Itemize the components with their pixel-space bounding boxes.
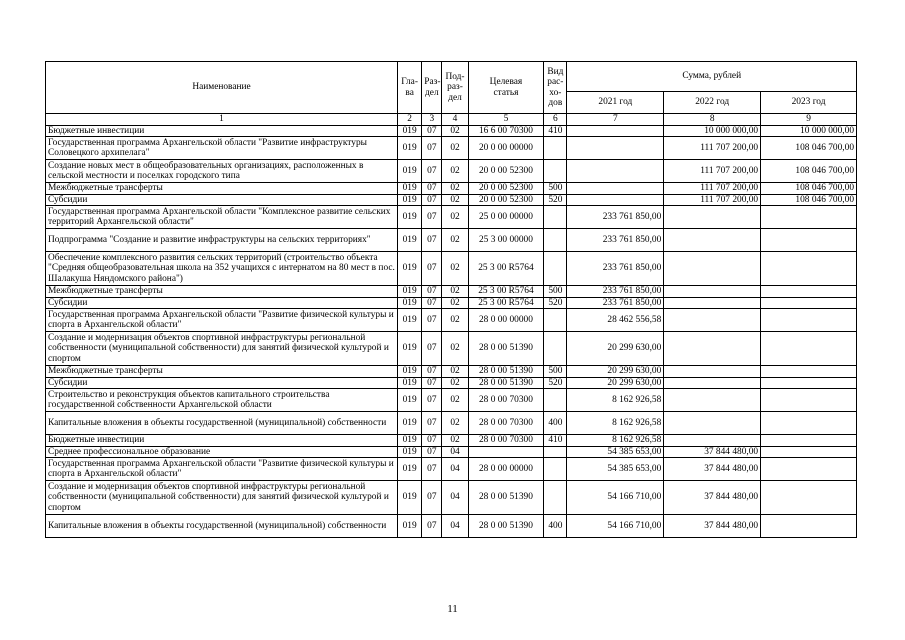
row-sum-2021: 233 761 850,00 [567,286,664,298]
row-glava: 019 [398,446,422,458]
row-vid [544,252,567,286]
row-sum-2023 [761,446,857,458]
row-sum-2021: 28 462 556,58 [567,309,664,332]
row-podrazdel: 02 [442,332,468,366]
row-glava: 019 [398,377,422,389]
table-row [46,309,857,332]
row-razdel: 07 [422,137,442,160]
row-sum-2023 [761,297,857,309]
column-index-cell: 8 [664,114,761,126]
table-row [46,229,857,252]
column-index-row [46,114,857,126]
row-sum-2022: 37 844 480,00 [664,515,761,538]
row-glava: 019 [398,137,422,160]
row-sum-2022 [664,389,761,412]
row-target: 25 3 00 R5764 [468,297,544,309]
row-sum-2022 [664,252,761,286]
row-target: 20 0 00 52300 [468,194,544,206]
row-target: 28 0 00 51390 [468,481,544,515]
row-sum-2023 [761,309,857,332]
header-name: Наименование [46,62,398,114]
header-razdel: Раз- дел [422,62,442,114]
row-name: Государственная программа Архангельской области "Комплексное развитие сельских территорий Архангельской области" [46,206,398,229]
row-razdel: 07 [422,194,442,206]
row-podrazdel: 02 [442,160,468,183]
row-target [468,446,544,458]
row-name: Государственная программа Архангельской области "Развитие физической культуры и спорта в Архангельской области" [46,458,398,481]
row-sum-2023 [761,515,857,538]
row-glava: 019 [398,515,422,538]
row-podrazdel: 04 [442,515,468,538]
row-sum-2021: 20 299 630,00 [567,377,664,389]
row-podrazdel: 02 [442,229,468,252]
row-glava: 019 [398,332,422,366]
row-sum-2022: 10 000 000,00 [664,125,761,137]
row-podrazdel: 02 [442,389,468,412]
row-razdel: 07 [422,297,442,309]
row-sum-2022: 111 707 200,00 [664,137,761,160]
row-glava: 019 [398,366,422,378]
row-razdel: 07 [422,481,442,515]
page-number: 11 [447,603,458,615]
header-glava: Гла- ва [398,62,422,114]
row-sum-2022 [664,435,761,447]
row-sum-2022: 37 844 480,00 [664,458,761,481]
row-name: Бюджетные инвестиции [46,435,398,447]
table-row [46,297,857,309]
table-row [46,446,857,458]
row-sum-2021: 233 761 850,00 [567,229,664,252]
row-vid [544,332,567,366]
row-sum-2021: 8 162 926,58 [567,435,664,447]
column-index-cell: 6 [544,114,567,126]
row-vid: 520 [544,194,567,206]
row-sum-2023 [761,332,857,366]
row-name: Обеспечение комплексного развития сельских территорий (строительство объекта "Средняя общеобразовательная школа на 352 учащихся с интернатом на 80 мест в пос. Шалакуша Няндомского района") [46,252,398,286]
table-row [46,481,857,515]
row-sum-2022: 37 844 480,00 [664,446,761,458]
row-podrazdel: 04 [442,446,468,458]
table-row [46,160,857,183]
row-razdel: 07 [422,377,442,389]
row-vid [544,160,567,183]
row-sum-2022: 111 707 200,00 [664,194,761,206]
row-name: Среднее профессиональное образование [46,446,398,458]
row-razdel: 07 [422,125,442,137]
row-vid: 500 [544,366,567,378]
row-podrazdel: 02 [442,366,468,378]
row-name: Бюджетные инвестиции [46,125,398,137]
row-name: Государственная программа Архангельской области "Развитие инфраструктуры Соловецкого архипелага" [46,137,398,160]
row-glava: 019 [398,183,422,195]
row-vid: 400 [544,515,567,538]
row-glava: 019 [398,481,422,515]
row-sum-2021 [567,160,664,183]
table-row [46,206,857,229]
row-name: Субсидии [46,377,398,389]
row-name: Межбюджетные трансферты [46,183,398,195]
row-sum-2021: 233 761 850,00 [567,297,664,309]
row-name: Создание и модернизация объектов спортивной инфраструктуры региональной собственности (муниципальной собственности) для занятий физической культурой и спортом [46,332,398,366]
row-razdel: 07 [422,206,442,229]
header-2023: 2023 год [761,92,857,114]
row-vid [544,481,567,515]
row-sum-2023: 10 000 000,00 [761,125,857,137]
row-podrazdel: 02 [442,297,468,309]
row-sum-2021: 54 166 710,00 [567,481,664,515]
row-target: 28 0 00 00000 [468,309,544,332]
row-sum-2021: 20 299 630,00 [567,366,664,378]
row-glava: 019 [398,252,422,286]
row-sum-2023 [761,252,857,286]
row-name: Межбюджетные трансферты [46,286,398,298]
row-glava: 019 [398,412,422,435]
row-sum-2023 [761,286,857,298]
row-sum-2022: 111 707 200,00 [664,160,761,183]
row-sum-2023 [761,366,857,378]
column-index-cell: 2 [398,114,422,126]
row-sum-2022 [664,309,761,332]
row-sum-2022 [664,206,761,229]
row-sum-2023: 108 046 700,00 [761,160,857,183]
row-podrazdel: 04 [442,481,468,515]
header-vid: Вид рас- хо- дов [544,62,567,114]
row-sum-2021: 233 761 850,00 [567,252,664,286]
table-row [46,412,857,435]
row-vid [544,446,567,458]
row-sum-2021: 54 385 653,00 [567,458,664,481]
row-target: 28 0 00 70300 [468,412,544,435]
column-index-cell: 4 [442,114,468,126]
row-name: Капитальные вложения в объекты государственной (муниципальной) собственности [46,515,398,538]
table-row [46,366,857,378]
row-razdel: 07 [422,515,442,538]
row-podrazdel: 02 [442,412,468,435]
row-target: 25 3 00 R5764 [468,286,544,298]
row-sum-2022 [664,412,761,435]
row-vid: 500 [544,286,567,298]
row-razdel: 07 [422,332,442,366]
row-vid: 500 [544,183,567,195]
row-sum-2022: 111 707 200,00 [664,183,761,195]
table-row [46,435,857,447]
row-razdel: 07 [422,183,442,195]
table-row [46,183,857,195]
column-index-cell: 1 [46,114,398,126]
table-row [46,125,857,137]
row-razdel: 07 [422,458,442,481]
row-name: Создание и модернизация объектов спортивной инфраструктуры региональной собственности (муниципальной собственности) для занятий физической культурой и спортом [46,481,398,515]
row-vid: 400 [544,412,567,435]
row-glava: 019 [398,297,422,309]
row-glava: 019 [398,309,422,332]
row-vid [544,389,567,412]
row-target: 28 0 00 70300 [468,389,544,412]
row-sum-2023: 108 046 700,00 [761,183,857,195]
column-index-cell: 9 [761,114,857,126]
row-target: 20 0 00 52300 [468,183,544,195]
row-razdel: 07 [422,160,442,183]
row-sum-2023 [761,435,857,447]
row-glava: 019 [398,458,422,481]
row-glava: 019 [398,229,422,252]
row-sum-2023 [761,458,857,481]
header-target: Целевая статья [468,62,544,114]
row-sum-2023: 108 046 700,00 [761,137,857,160]
row-target: 25 3 00 R5764 [468,252,544,286]
row-sum-2023 [761,389,857,412]
row-name: Государственная программа Архангельской области "Развитие физической культуры и спорта в Архангельской области" [46,309,398,332]
row-sum-2021: 54 385 653,00 [567,446,664,458]
row-target: 28 0 00 51390 [468,377,544,389]
row-name: Подпрограмма "Создание и развитие инфраструктуры на сельских территориях" [46,229,398,252]
row-podrazdel: 02 [442,194,468,206]
row-sum-2022 [664,229,761,252]
column-index-cell: 7 [567,114,664,126]
row-sum-2023 [761,481,857,515]
row-name: Создание новых мест в общеобразовательных организациях, расположенных в сельской местности и поселках городского типа [46,160,398,183]
row-razdel: 07 [422,435,442,447]
row-razdel: 07 [422,229,442,252]
row-sum-2023 [761,206,857,229]
row-podrazdel: 02 [442,252,468,286]
row-podrazdel: 02 [442,183,468,195]
row-target: 28 0 00 51390 [468,366,544,378]
budget-table [45,61,857,538]
row-name: Капитальные вложения в объекты государственной (муниципальной) собственности [46,412,398,435]
row-glava: 019 [398,435,422,447]
row-razdel: 07 [422,366,442,378]
row-razdel: 07 [422,446,442,458]
table-row [46,332,857,366]
row-glava: 019 [398,286,422,298]
row-sum-2022 [664,366,761,378]
row-sum-2023: 108 046 700,00 [761,194,857,206]
row-target: 20 0 00 52300 [468,160,544,183]
row-target: 28 0 00 00000 [468,458,544,481]
row-sum-2022 [664,377,761,389]
row-podrazdel: 02 [442,377,468,389]
column-index-cell: 3 [422,114,442,126]
row-sum-2021: 54 166 710,00 [567,515,664,538]
row-podrazdel: 02 [442,435,468,447]
row-vid [544,229,567,252]
row-sum-2021 [567,194,664,206]
table-row [46,194,857,206]
row-podrazdel: 02 [442,309,468,332]
table-row [46,458,857,481]
row-target: 20 0 00 00000 [468,137,544,160]
row-target: 28 0 00 70300 [468,435,544,447]
row-glava: 019 [398,389,422,412]
column-index-cell: 5 [468,114,544,126]
table-row [46,515,857,538]
row-sum-2021: 233 761 850,00 [567,206,664,229]
row-glava: 019 [398,125,422,137]
row-sum-2021: 8 162 926,58 [567,389,664,412]
row-razdel: 07 [422,286,442,298]
row-vid: 520 [544,377,567,389]
row-sum-2021: 8 162 926,58 [567,412,664,435]
row-target: 25 0 00 00000 [468,206,544,229]
row-glava: 019 [398,160,422,183]
row-razdel: 07 [422,252,442,286]
row-sum-2022 [664,286,761,298]
row-sum-2021: 20 299 630,00 [567,332,664,366]
row-target: 28 0 00 51390 [468,332,544,366]
row-target: 16 6 00 70300 [468,125,544,137]
table-row [46,377,857,389]
header-sum: Сумма, рублей [567,62,857,92]
row-podrazdel: 02 [442,125,468,137]
row-name: Межбюджетные трансферты [46,366,398,378]
row-name: Строительство и реконструкция объектов капитального строительства государственной собственности Архангельской области [46,389,398,412]
table-row [46,137,857,160]
row-sum-2022 [664,332,761,366]
row-sum-2023 [761,229,857,252]
row-podrazdel: 02 [442,137,468,160]
row-podrazdel: 02 [442,206,468,229]
row-sum-2021 [567,137,664,160]
table-row [46,389,857,412]
row-vid [544,309,567,332]
row-razdel: 07 [422,412,442,435]
row-sum-2023 [761,412,857,435]
row-vid [544,458,567,481]
row-vid: 520 [544,297,567,309]
row-sum-2021 [567,183,664,195]
row-sum-2022 [664,297,761,309]
row-vid: 410 [544,125,567,137]
header-podrazdel: Под- раз- дел [442,62,468,114]
row-name: Субсидии [46,194,398,206]
row-name: Субсидии [46,297,398,309]
row-podrazdel: 04 [442,458,468,481]
row-glava: 019 [398,194,422,206]
row-sum-2023 [761,377,857,389]
table-row [46,252,857,286]
header-2021: 2021 год [567,92,664,114]
row-podrazdel: 02 [442,286,468,298]
header-2022: 2022 год [664,92,761,114]
table-row [46,286,857,298]
row-razdel: 07 [422,389,442,412]
row-vid: 410 [544,435,567,447]
row-razdel: 07 [422,309,442,332]
row-target: 28 0 00 51390 [468,515,544,538]
row-glava: 019 [398,206,422,229]
row-sum-2021 [567,125,664,137]
row-sum-2022: 37 844 480,00 [664,481,761,515]
row-target: 25 3 00 00000 [468,229,544,252]
row-vid [544,137,567,160]
row-vid [544,206,567,229]
